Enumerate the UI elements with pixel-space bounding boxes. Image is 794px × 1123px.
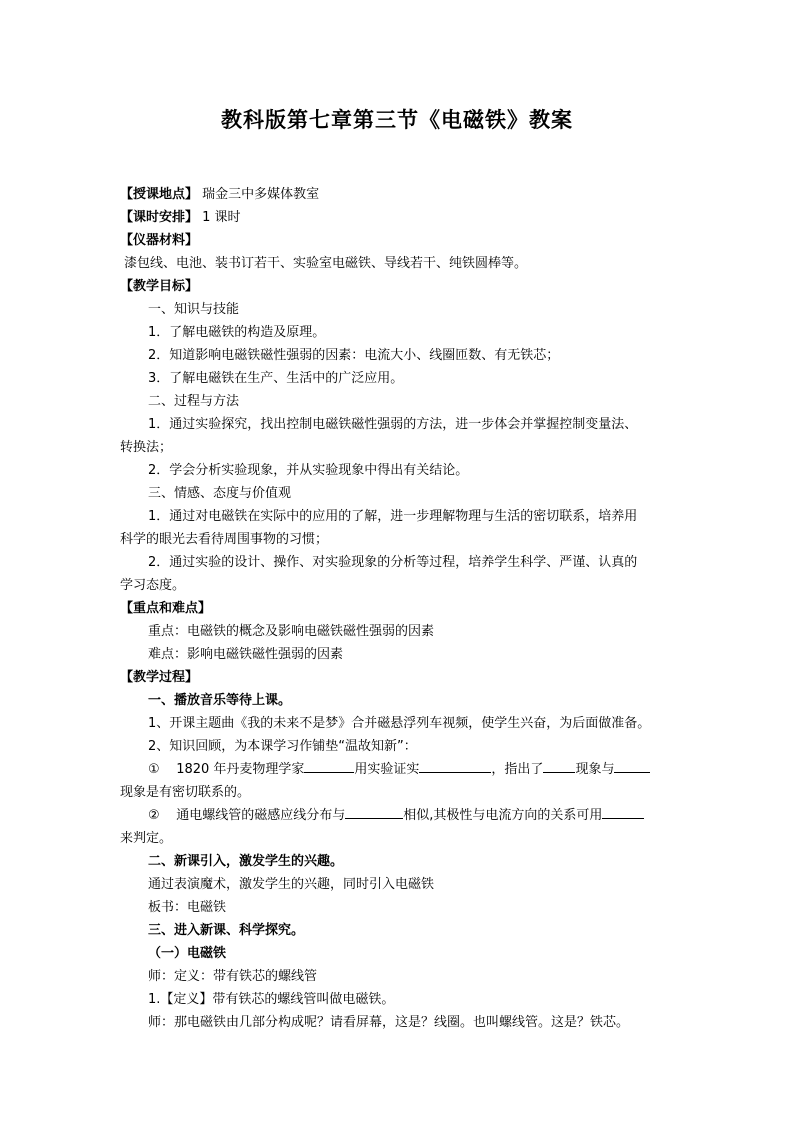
time-label: 【课时安排】 — [120, 210, 199, 225]
process-label: 【教学过程】 — [120, 670, 199, 685]
process-2-item-2: 板书：电磁铁 — [148, 900, 227, 915]
goal-3-2-line-a: 2．通过实验的设计、操作、对实验现象的分析等过程，培养学生科学、严谨、认真的 — [148, 555, 638, 570]
time-row — [120, 206, 680, 229]
hard-point: 难点：影响电磁铁磁性强弱的因素 — [148, 647, 344, 662]
goal-section-3-title: 三、情感、态度与价值观 — [148, 486, 292, 501]
question-2-number: ② — [148, 808, 160, 823]
goals-label: 【教学目标】 — [120, 279, 199, 294]
goal-1-2: 2．知道影响电磁铁磁性强弱的因素：电流大小、线圈匝数、有无铁芯； — [148, 348, 560, 363]
question-2-text-c: 来判定。 — [120, 831, 173, 846]
blank-field — [345, 804, 403, 819]
review-question-1 — [120, 758, 680, 781]
goal-3-2-line-b: 学习态度。 — [120, 578, 186, 593]
question-1-text-b: 用实验证实 — [354, 762, 420, 777]
place-value: 瑞金三中多媒体教室 — [202, 187, 320, 202]
key-points-label: 【重点和难点】 — [120, 601, 212, 616]
process-3-item-2: 1.【定义】带有铁芯的螺线管叫做电磁铁。 — [148, 992, 395, 1007]
process-2-title: 二、新课引入，激发学生的兴趣。 — [148, 854, 344, 869]
blank-field — [419, 758, 491, 773]
goal-section-1-title: 一、知识与技能 — [148, 302, 240, 317]
question-1-text-a: 1820 年丹麦物理学家 — [176, 762, 305, 777]
time-value: 1 课时 — [202, 210, 241, 225]
page-title: 教科版第七章第三节《电磁铁》教案 — [221, 107, 573, 132]
blank-field — [614, 758, 650, 773]
question-1-text-e: 现象是有密切联系的。 — [120, 785, 251, 800]
materials-label: 【仪器材料】 — [120, 233, 199, 248]
blank-field — [602, 804, 644, 819]
materials-value: 漆包线、电池、装书订若干、实验室电磁铁、导线若干、纯铁圆棒等。 — [124, 256, 528, 271]
place-row — [120, 183, 680, 206]
goal-1-3: 3．了解电磁铁在生产、生活中的广泛应用。 — [148, 371, 404, 386]
goal-3-1-line-b: 科学的眼光去看待周围事物的习惯； — [120, 532, 329, 547]
process-1-item-1: 1、开课主题曲《我的未来不是梦》合并磁悬浮列车视频，使学生兴奋，为后面做准备。 — [148, 716, 651, 731]
question-2-text-b: 相似,其极性与电流方向的关系可用 — [403, 808, 603, 823]
goal-3-1-line-a: 1．通过对电磁铁在实际中的应用的了解，进一步理解物理与生活的密切联系，培养用 — [148, 509, 638, 524]
process-1-item-2: 2、知识回顾，为本课学习作铺垫“温故知新”： — [148, 739, 417, 754]
place-label: 【授课地点】 — [120, 187, 199, 202]
process-3-subtitle: （一）电磁铁 — [148, 946, 227, 961]
process-3-item-1: 师：定义：带有铁芯的螺线管 — [148, 969, 318, 984]
key-point: 重点：电磁铁的概念及影响电磁铁磁性强弱的因素 — [148, 624, 435, 639]
goal-2-1-line-b: 转换法； — [120, 440, 173, 455]
review-question-2 — [120, 804, 680, 827]
goal-1-1: 1．了解电磁铁的构造及原理。 — [148, 325, 326, 340]
question-2-text-a: 通电螺线管的磁感应线分布与 — [176, 808, 346, 823]
blank-field — [304, 758, 354, 773]
process-2-item-1: 通过表演魔术，激发学生的兴趣，同时引入电磁铁 — [148, 877, 435, 892]
document-body — [120, 183, 680, 1034]
process-3-title: 三、进入新课、科学探究。 — [148, 923, 305, 938]
goal-2-1-line-a: 1．通过实验探究，找出控制电磁铁磁性强弱的方法，进一步体会并掌握控制变量法、 — [148, 417, 638, 432]
process-1-title: 一、播放音乐等待上课。 — [148, 693, 292, 708]
blank-field — [543, 758, 575, 773]
question-1-number: ① — [148, 762, 160, 777]
goal-2-2: 2．学会分析实验现象，并从实验现象中得出有关结论。 — [148, 463, 469, 478]
goal-section-2-title: 二、过程与方法 — [148, 394, 240, 409]
question-1-text-c: ，指出了 — [491, 762, 544, 777]
question-1-text-d: 现象与 — [575, 762, 615, 777]
process-3-item-3: 师：那电磁铁由几部分构成呢？请看屏幕，这是？线圈。也叫螺线管。这是？铁芯。 — [148, 1015, 630, 1030]
